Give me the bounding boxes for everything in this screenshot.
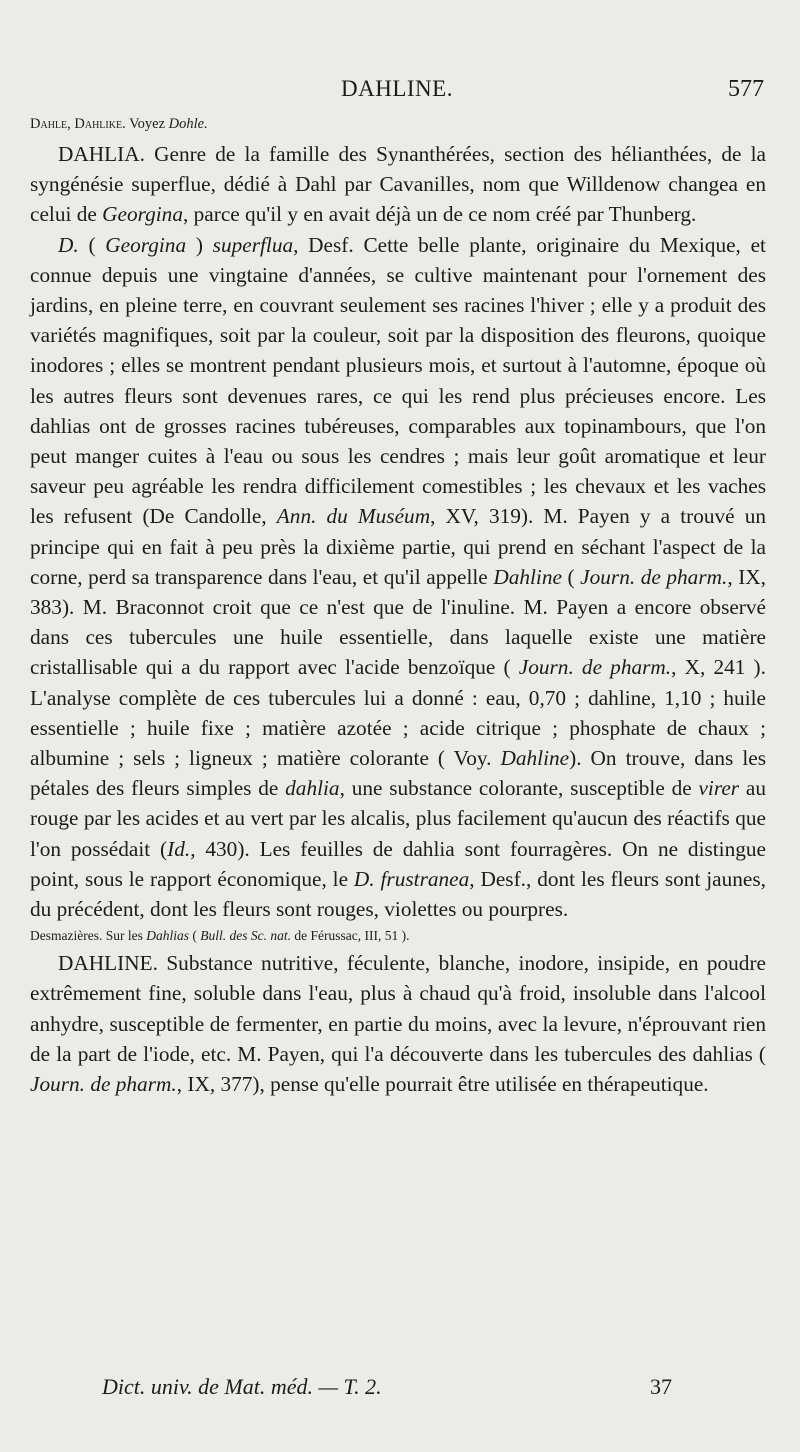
superflua-text-4: , XV, 319). M. Payen y a trouvé un principe qui en fait à peu près la dixième partie, qui prend en séchant l'aspect de la corne, perd sa transparence dans l'eau, et qu'il appelle	[30, 504, 767, 589]
entry-dahlia-superflua	[30, 230, 766, 925]
biblio-text-1: Desmazières. Sur les	[30, 928, 147, 944]
superflua-italic-5: Dahline	[493, 564, 562, 589]
superflua-italic-10: virer	[698, 776, 740, 801]
superflua-italic-3: superflua	[212, 232, 294, 257]
superflua-text-5: (	[561, 564, 581, 589]
superflua-text-11: , 430). Les feuilles de dahlia sont fourragères. On ne distingue point, sous le rapport économique, le	[30, 836, 767, 891]
superflua-text-1: (	[78, 232, 106, 257]
entry-dahle-text: Voyez	[125, 116, 169, 132]
entry-dahle-ref: Dohle.	[168, 116, 208, 132]
superflua-italic-1: D.	[58, 232, 79, 257]
superflua-italic-8: Dahline	[500, 746, 570, 771]
superflua-text-12: , Desf., dont les fleurs sont jaunes, du précédent, dont les fleurs sont rouges, violettes ou pourpres.	[30, 866, 766, 922]
superflua-text-2: )	[186, 232, 213, 257]
footer-sheet-number: 37	[650, 1374, 672, 1399]
biblio-text-2: (	[188, 928, 201, 944]
page-body	[30, 114, 766, 1099]
superflua-text-3: , Desf. Cette belle plante, originaire du Mexique, et connue depuis une vingtaine d'années, se cultive maintenant pour l'ornement des jardins, en pleine terre, en couvrant seulement ses racines l'hiver ; elle y a produit des variétés magnifiques, soit par la couleur, soit par la disposition des fleurons, quoique inodores ; elles se montrent pendant plusieurs mois, et surtout à l'automne, époque où les autres fleurs sont devenues rares, ce qui les rend plus précieuses encore. Les dahlias ont de grosses racines tubéreuses, comparables aux topinambours, que l'on peut manger cuites à l'eau ou sous les cendres ; mais leur goût aromatique et leur saveur peu agréable les rendra difficilement comestibles ; les chevaux et les vaches les refusent (De Candolle,	[30, 232, 766, 529]
entry-dahlia-text-2: , parce qu'il y en avait déjà un de ce nom créé par Thunberg.	[182, 202, 697, 227]
entry-dahle	[30, 114, 766, 134]
superflua-text-6: , IX, 383). M. Braconnot croit que ce n'est que de l'inuline. M. Payen a encore observé dans ces tubercules une huile essentielle, dans laquelle existe une matière cristallisable qui a du rapport avec l'acide benzoïque (	[30, 564, 767, 680]
entry-dahlia	[30, 139, 766, 230]
page-footer	[30, 1374, 766, 1408]
superflua-text-8: ). On trouve, dans les pétales des fleurs simples de	[30, 746, 766, 801]
superflua-text-10: au rouge par les acides et au vert par les alcalis, plus facilement qu'aucun des réactifs que l'on possédait (	[30, 776, 766, 861]
superflua-text-7: , X, 241 ). L'analyse complète de ces tubercules lui a donné : eau, 0,70 ; dahline, 1,10 ; huile essentielle ; huile fixe ; matière azotée ; acide citrique ; phosphate de chaux ; albumine ; sels ; ligneux ; matière colorante ( Voy.	[30, 655, 766, 771]
entry-dahline-text-2: , IX, 377), pense qu'elle pourrait être utilisée en thérapeutique.	[176, 1072, 709, 1097]
superflua-text-9: , une substance colorante, susceptible de	[339, 776, 699, 801]
superflua-italic-2: Georgina	[105, 232, 187, 257]
biblio-text-3: de Férussac, III, 51 ).	[290, 928, 410, 944]
superflua-italic-11: Id.	[167, 836, 191, 861]
superflua-italic-4: Ann. du Muséum	[276, 504, 431, 529]
superflua-italic-9: dahlia	[285, 776, 340, 801]
entry-dahle-head: Dahle, Dahlike.	[30, 116, 126, 132]
footer-signature: Dict. univ. de Mat. méd. — T. 2.	[102, 1374, 382, 1399]
entry-dahline-text-1: Substance nutritive, féculente, blanche, inodore, insipide, en poudre extrêmement fine, soluble dans l'eau, plus à chaud qu'à froid, insoluble dans l'alcool anhydre, susceptible de fermenter, en partie du moins, avec la levure, n'éprouvant rien de la part de l'iode, etc. M. Payen, qui l'a découverte dans les tubercules des dahlias (	[30, 951, 766, 1066]
bibliography-note	[30, 926, 766, 946]
page-number: 577	[728, 76, 764, 102]
entry-dahlia-head: DAHLIA.	[58, 142, 145, 166]
superflua-italic-12: D. frustranea	[353, 866, 470, 891]
entry-dahline-italic-1: Journ. de pharm.	[30, 1072, 177, 1097]
page-header	[30, 76, 764, 112]
entry-dahline	[30, 948, 766, 1099]
superflua-italic-7: Journ. de pharm.	[518, 655, 672, 680]
entry-dahline-head: DAHLINE.	[58, 951, 158, 976]
superflua-italic-6: Journ. de pharm.	[580, 564, 728, 589]
entry-dahlia-italic-1: Georgina	[102, 202, 183, 227]
biblio-italic-2: Bull. des Sc. nat.	[200, 928, 291, 944]
entry-dahlia-text-1: Genre de la famille des Synanthérées, section des hélianthées, de la syngénésie superflue, dédié à Dahl par Cavanilles, nom que Willdenow changea en celui de	[30, 142, 766, 227]
biblio-italic-1: Dahlias	[146, 928, 189, 944]
running-title: DAHLINE.	[341, 76, 453, 101]
